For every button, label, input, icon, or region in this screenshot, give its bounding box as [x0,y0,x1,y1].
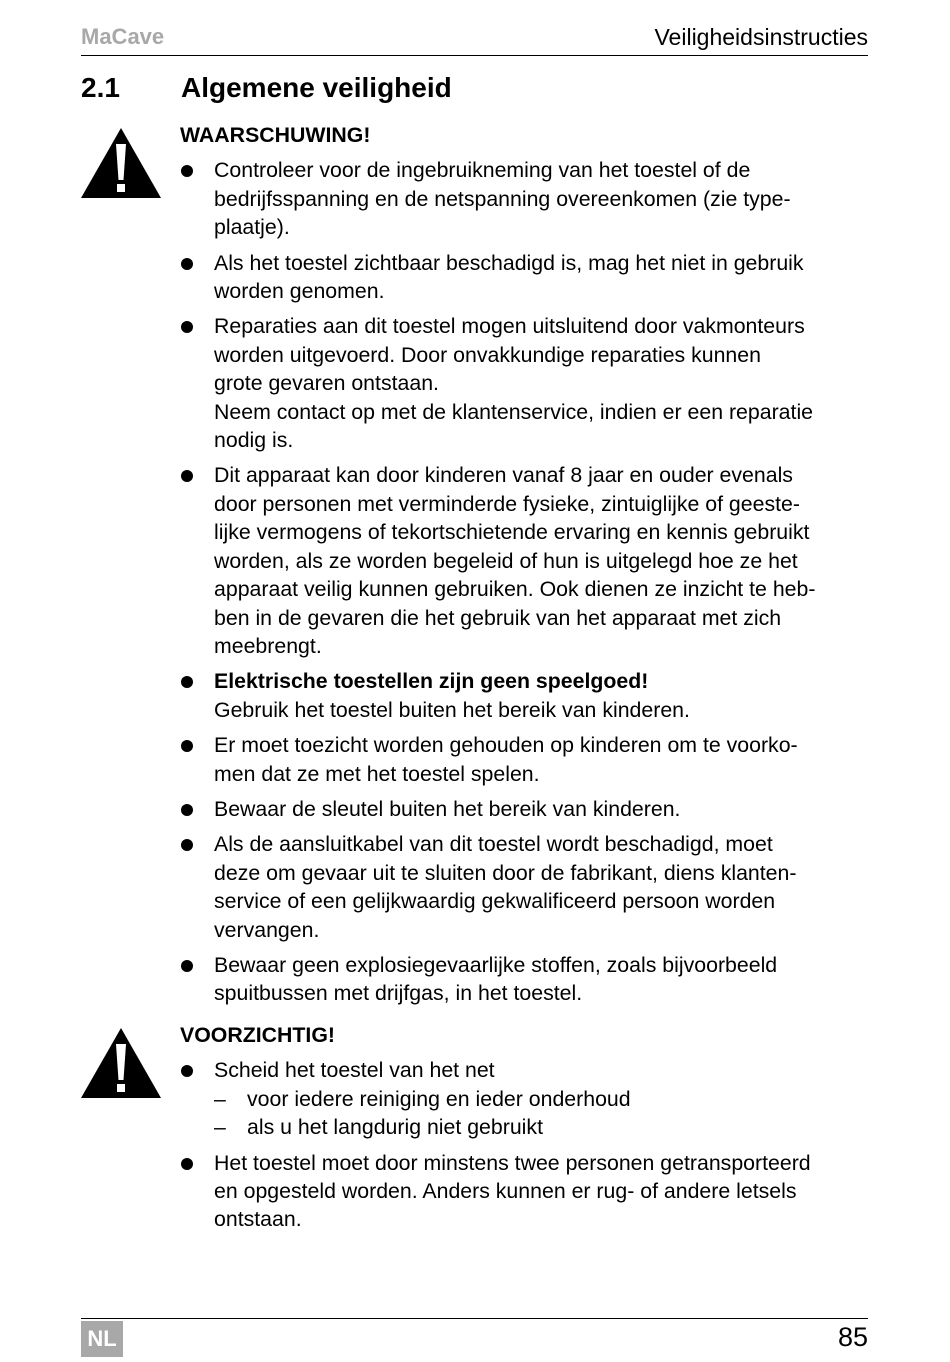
bullet-icon [181,321,193,333]
bullet-text-line: Bewaar de sleutel buiten het bereik van kinderen. [214,796,681,821]
bullet-item [180,1056,868,1141]
bullet-text-line: worden, als ze worden begeleid of hun is uitgelegd hoe ze het [214,548,798,573]
bullet-item [180,951,868,1008]
language-badge: NL [81,1321,123,1357]
bullet-bold-line: Elektrische toestellen zijn geen speelgoed! [214,669,649,694]
bullet-icon [181,839,193,851]
bullet-text-line: plaatje). [214,215,290,240]
page-number: 85 [837,1322,868,1352]
bullet-icon [181,470,193,482]
dash-item [214,1113,868,1141]
bullet-text-line: ben in de gevaren die het gebruik van het apparaat met zich [214,605,782,630]
bullet-text-line: Als de aansluitkabel van dit toestel wordt beschadigd, moet [214,832,773,857]
caution-list [180,1056,868,1233]
dash-item [214,1085,868,1113]
bullet-text-line: Bewaar geen explosiegevaarlijke stoffen, zoals bijvoorbeeld [214,952,778,977]
bullet-text-line: nodig is. [214,428,294,453]
bullet-item [180,795,868,823]
bullet-text-line: Controleer voor de ingebruikneming van het toestel of de [214,158,751,183]
header-divider [81,55,868,56]
bullet-text-line: ontstaan. [214,1207,302,1232]
bullet-text-line: Reparaties aan dit toestel mogen uitsluitend door vakmonteurs [214,314,805,339]
bullet-icon [181,676,193,688]
warning-triangle-icon [81,128,161,198]
section-number: 2.1 [81,72,120,103]
caution-triangle-icon [81,1028,161,1098]
bullet-icon [181,740,193,752]
brand-name: MaCave [81,24,165,49]
bullet-item [180,667,868,724]
bullet-text-line: Neem contact op met de klantenservice, indien er een reparatie [214,399,814,424]
bullet-item [180,731,868,788]
bullet-icon [181,165,193,177]
caution-heading: VOORZICHTIG! [180,1023,335,1047]
bullet-icon [181,960,193,972]
bullet-text-line: apparaat veilig kunnen gebruiken. Ook dienen ze inzicht te heb- [214,577,816,602]
bullet-text-line: lijke vermogens of tekortschietende ervaring en kennis gebruikt [214,520,810,545]
bullet-text-line: Er moet toezicht worden gehouden op kinderen om te voorko- [214,733,798,758]
dash-item-text: voor iedere reiniging en ieder onderhoud [247,1086,631,1111]
bullet-text-line: service of een gelijkwaardig gekwalificeerd persoon worden [214,889,776,914]
bullet-item [180,249,868,306]
bullet-text-line: worden uitgevoerd. Door onvakkundige reparaties kunnen [214,342,761,367]
bullet-icon [181,258,193,270]
bullet-item [180,461,868,660]
bullet-text-line: en opgesteld worden. Anders kunnen er rug- of andere letsels [214,1179,797,1204]
bullet-text-line: deze om gevaar uit te sluiten door de fabrikant, diens klanten- [214,860,797,885]
dash-icon: – [214,1115,226,1140]
bullet-icon [181,1158,193,1170]
bullet-item [180,830,868,944]
bullet-text-line: door personen met verminderde fysieke, zintuiglijke of geeste- [214,491,800,516]
chapter-title: Veiligheidsinstructies [654,24,868,50]
bullet-text-line: vervangen. [214,917,320,942]
bullet-text-line: meebrengt. [214,633,322,658]
bullet-text-line: bedrijfsspanning en de netspanning overeenkomen (zie type- [214,186,791,211]
dash-list [214,1085,868,1142]
bullet-icon [181,804,193,816]
bullet-text-line: worden genomen. [214,279,385,304]
dash-item-text: als u het langdurig niet gebruikt [247,1115,543,1140]
bullet-text-line: spuitbussen met drijfgas, in het toestel. [214,981,583,1006]
section-title: Algemene veiligheid [181,72,452,103]
bullet-item [180,1149,868,1234]
bullet-text-line: Het toestel moet door minstens twee personen getransporteerd [214,1150,811,1175]
warning-list [180,156,868,1007]
footer-divider [81,1318,868,1319]
dash-icon: – [214,1086,226,1111]
caution-block [180,1021,868,1241]
bullet-text-line: grote gevaren ontstaan. [214,371,439,396]
bullet-item [180,156,868,241]
bullet-text-line: men dat ze met het toestel spelen. [214,761,540,786]
warning-block [180,121,868,1015]
bullet-icon [181,1065,193,1077]
bullet-item [180,312,868,454]
bullet-text-line: Scheid het toestel van het net [214,1058,495,1083]
bullet-text-line: Gebruik het toestel buiten het bereik van kinderen. [214,697,690,722]
warning-heading: WAARSCHUWING! [180,123,371,147]
bullet-text-line: Dit apparaat kan door kinderen vanaf 8 jaar en ouder evenals [214,463,793,488]
bullet-text-line: Als het toestel zichtbaar beschadigd is, mag het niet in gebruik [214,250,804,275]
